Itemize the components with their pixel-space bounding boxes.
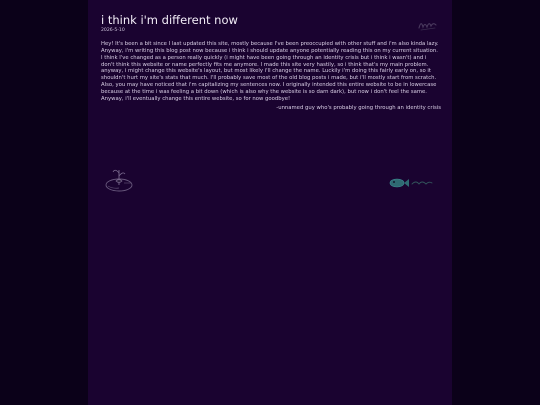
post-paragraph: I think I've changed as a person really quickly (i might have been going through an identity crisis but i think i wasn't) and i don't think this website or name perfectly fits me anymore. I made this site very hastily, so i think that's my main problem. anyway, i might change this website's layout, but most likely i'll change the name. Luckily i'm doing this fairly early on, so it shouldn't hurt my site's stats that much. I'll probably save most of the old blog posts i made, but i'll mostly start from scratch. <box>101 55 437 81</box>
post-date: 2026-5-10 <box>101 28 125 33</box>
post-paragraph: Anyway, i'll eventually change this entire website, so for now goodbye! <box>101 96 291 102</box>
blog-page <box>88 0 452 405</box>
blog-post <box>101 13 441 111</box>
post-body <box>101 41 441 111</box>
fish-icon <box>386 174 434 190</box>
post-paragraph: Hey! It's been a bit since I last updated this site, mostly because I've been preoccupied with other stuff and i'm also kinda lazy. Anyway, i'm writing this blog post now because i think i should update anyone potentially reading this on my current situation. <box>101 41 439 54</box>
hello-scribble-icon <box>417 16 439 32</box>
plant-pot-icon <box>104 164 136 194</box>
post-title: i think i'm different now <box>101 13 238 27</box>
post-paragraph: Also, you may have noticed that i'm capitalizing my sentences now. I originally intended this entire website to be in lowercase because at the time i was feeling a bit down (which is also why the website is so darn dark), but now i don't feel the same. <box>101 82 437 95</box>
post-signature: -unnamed guy who's probably going through an identity crisis <box>276 104 441 111</box>
